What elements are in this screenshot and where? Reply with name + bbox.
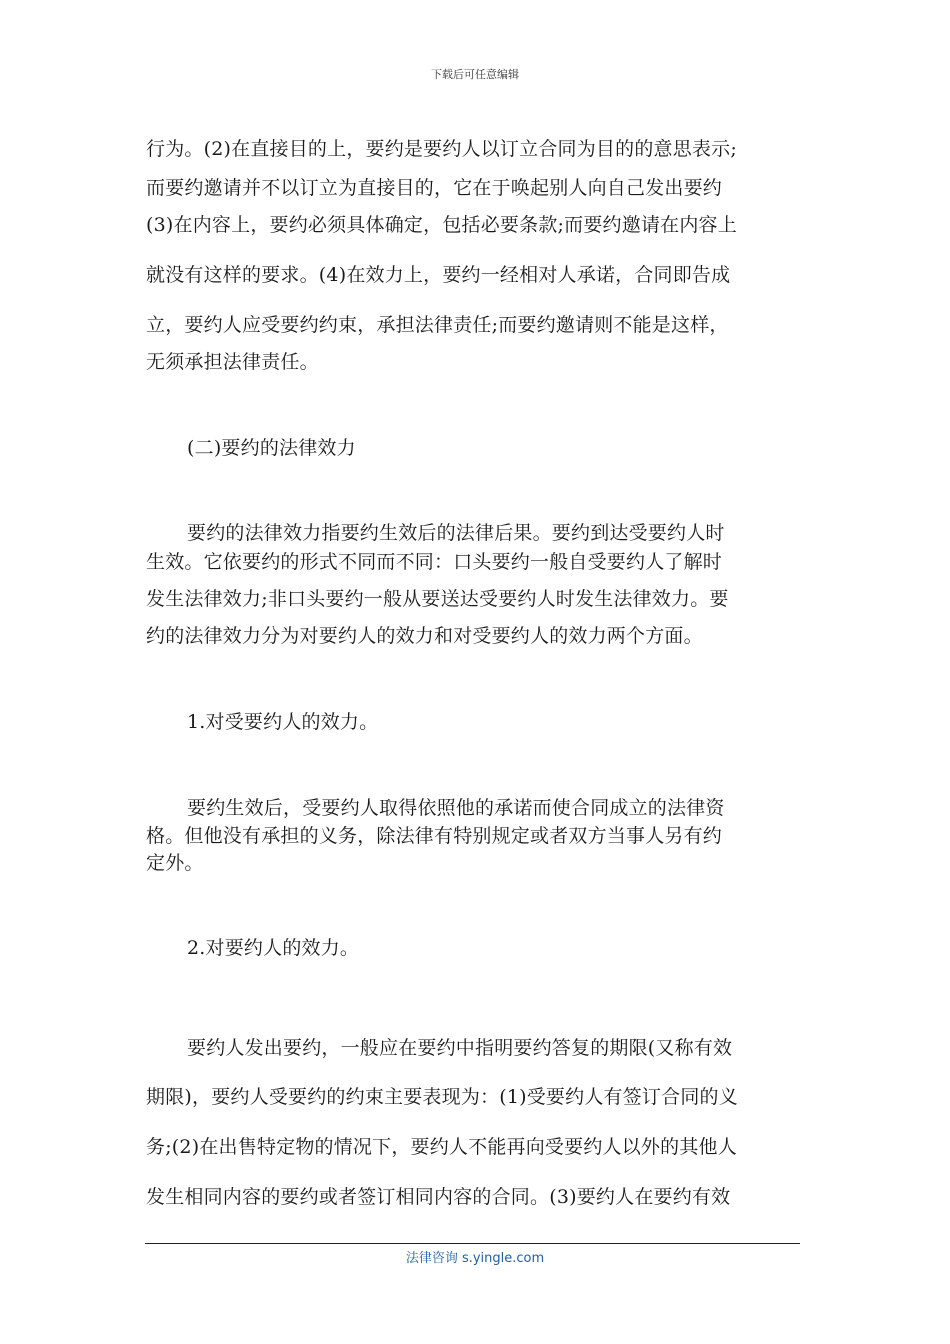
- paragraph-line: 定外。: [146, 852, 204, 874]
- footer-divider: [145, 1243, 800, 1244]
- paragraph-line: (3)在内容上，要约必须具体确定，包括必要条款;而要约邀请在内容上: [146, 214, 737, 236]
- paragraph-line: 生效。它依要约的形式不同而不同：口头要约一般自受要约人了解时: [146, 551, 723, 573]
- subsection-heading: 1.对受要约人的效力。: [187, 711, 379, 733]
- paragraph-line: 务;(2)在出售特定物的情况下，要约人不能再向受要约人以外的其他人: [146, 1136, 737, 1158]
- paragraph-line: 期限)，要约人受要约的约束主要表现为：(1)受要约人有签订合同的义: [146, 1086, 738, 1108]
- paragraph-line: 格。但他没有承担的义务，除法律有特别规定或者双方当事人另有约: [146, 825, 723, 847]
- paragraph-line: 立，要约人应受要约约束，承担法律责任;而要约邀请则不能是这样，: [146, 314, 729, 336]
- paragraph-line: 而要约邀请并不以订立为直接目的，它在于唤起别人向自己发出要约: [146, 177, 723, 199]
- section-heading: (二)要约的法律效力: [187, 437, 356, 459]
- paragraph-line: 约的法律效力分为对要约人的效力和对受要约人的效力两个方面。: [146, 625, 703, 647]
- footer-link[interactable]: 法律咨询 s.yingle.com: [405, 1251, 545, 1266]
- paragraph-line: 发生法律效力;非口头要约一般从要送达受要约人时发生法律效力。要: [146, 588, 729, 610]
- paragraph-line: 行为。(2)在直接目的上，要约是要约人以订立合同为目的的意思表示;: [146, 138, 737, 160]
- header-note: 下载后可任意编辑: [431, 68, 519, 81]
- paragraph-line: 要约生效后，受要约人取得依照他的承诺而使合同成立的法律资: [187, 797, 725, 819]
- paragraph-line: 发生相同内容的要约或者签订相同内容的合同。(3)要约人在要约有效: [146, 1186, 731, 1208]
- paragraph-line: 要约的法律效力指要约生效后的法律后果。要约到达受要约人时: [187, 522, 725, 544]
- paragraph-line: 无须承担法律责任。: [146, 351, 319, 373]
- subsection-heading: 2.对要约人的效力。: [187, 937, 360, 959]
- paragraph-line: 就没有这样的要求。(4)在效力上，要约一经相对人承诺，合同即告成: [146, 264, 731, 286]
- paragraph-line: 要约人发出要约，一般应在要约中指明要约答复的期限(又称有效: [187, 1037, 733, 1059]
